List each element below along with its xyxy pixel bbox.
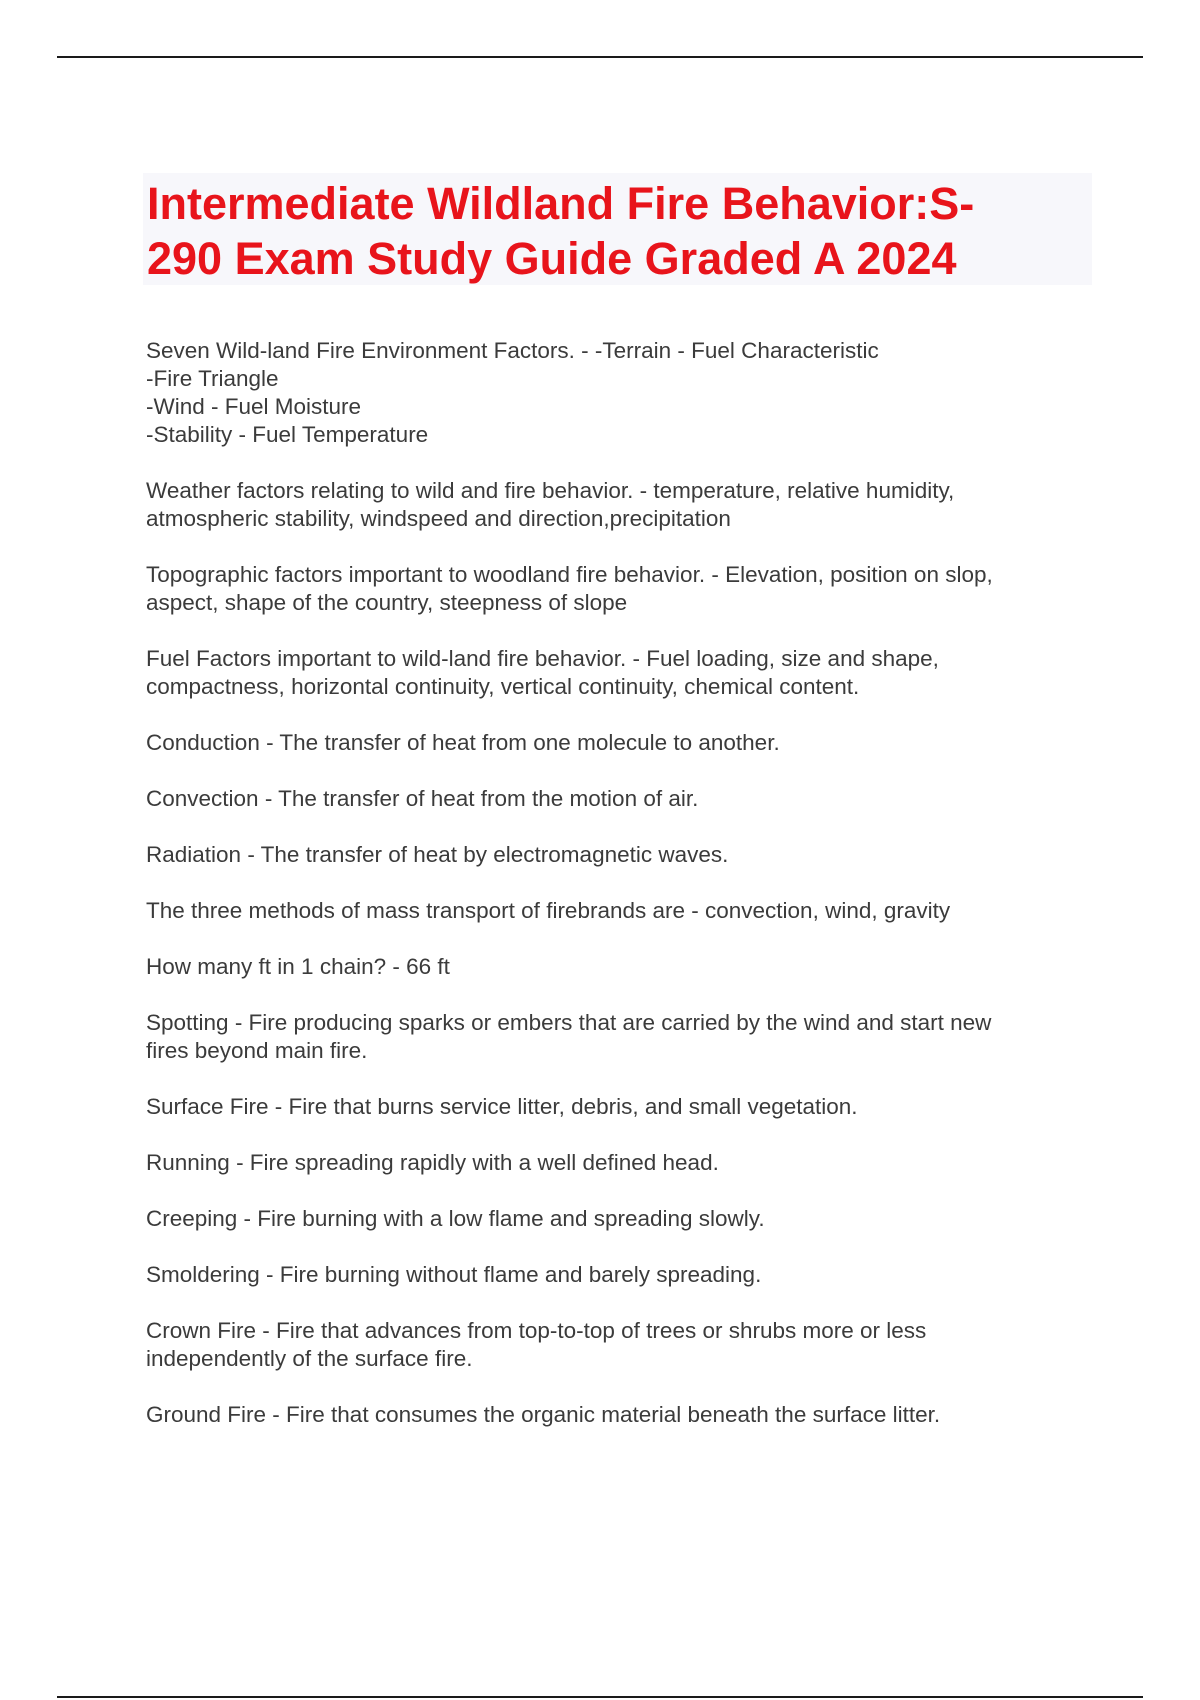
entry-line: Smoldering - Fire burning without flame and barely spreading.: [146, 1262, 762, 1287]
entry-line: Crown Fire - Fire that advances from top-to-top of trees or shrubs more or less: [146, 1318, 927, 1343]
entry-topographic-factors: [146, 561, 1076, 617]
title-line-1: Intermediate Wildland Fire Behavior:S-: [147, 178, 975, 229]
entry-line: independently of the surface fire.: [146, 1346, 473, 1371]
entry-creeping: [146, 1205, 1076, 1233]
entry-line: -Stability - Fuel Temperature: [146, 422, 429, 447]
entry-surface-fire: [146, 1093, 1076, 1121]
entry-line: Fuel Factors important to wild-land fire behavior. - Fuel loading, size and shape,: [146, 646, 939, 671]
entry-line: Seven Wild-land Fire Environment Factors. - -Terrain - Fuel Characteristic: [146, 338, 879, 363]
entry-line: Ground Fire - Fire that consumes the organic material beneath the surface litter.: [146, 1402, 941, 1427]
entry-line: aspect, shape of the country, steepness of slope: [146, 590, 628, 615]
entry-line: Creeping - Fire burning with a low flame and spreading slowly.: [146, 1206, 765, 1231]
entry-spotting: [146, 1009, 1076, 1065]
entry-line: Spotting - Fire producing sparks or embers that are carried by the wind and start new: [146, 1010, 992, 1035]
entry-radiation: [146, 841, 1076, 869]
entry-crown-fire: [146, 1317, 1076, 1373]
entry-line: Topographic factors important to woodland fire behavior. - Elevation, position on slop,: [146, 562, 993, 587]
entry-line: Weather factors relating to wild and fire behavior. - temperature, relative humidity,: [146, 478, 955, 503]
entry-ground-fire: [146, 1401, 1076, 1429]
entry-line: Convection - The transfer of heat from the motion of air.: [146, 786, 699, 811]
entry-line: atmospheric stability, windspeed and direction,precipitation: [146, 506, 731, 531]
entry-chain-length: [146, 953, 1076, 981]
entry-conduction: [146, 729, 1076, 757]
entry-line: How many ft in 1 chain? - 66 ft: [146, 954, 450, 979]
entry-line: Conduction - The transfer of heat from one molecule to another.: [146, 730, 780, 755]
entry-firebrand-transport: [146, 897, 1076, 925]
bottom-rule: [57, 1696, 1143, 1698]
entry-line: Radiation - The transfer of heat by electromagnetic waves.: [146, 842, 729, 867]
entry-line: Running - Fire spreading rapidly with a well defined head.: [146, 1150, 719, 1175]
study-guide-entries: [146, 337, 1076, 1457]
entry-line: fires beyond main fire.: [146, 1038, 368, 1063]
entry-environment-factors: [146, 337, 1076, 449]
entry-convection: [146, 785, 1076, 813]
entry-weather-factors: [146, 477, 1076, 533]
entry-line: Surface Fire - Fire that burns service litter, debris, and small vegetation.: [146, 1094, 858, 1119]
entry-line: compactness, horizontal continuity, vertical continuity, chemical content.: [146, 674, 860, 699]
entry-line: The three methods of mass transport of firebrands are - convection, wind, gravity: [146, 898, 951, 923]
entry-line: -Wind - Fuel Moisture: [146, 394, 362, 419]
entry-running: [146, 1149, 1076, 1177]
entry-smoldering: [146, 1261, 1076, 1289]
title-line-2: 290 Exam Study Guide Graded A 2024: [147, 233, 957, 284]
entry-fuel-factors: [146, 645, 1076, 701]
top-rule: [57, 56, 1143, 58]
document-title: [143, 173, 1092, 285]
entry-line: -Fire Triangle: [146, 366, 279, 391]
